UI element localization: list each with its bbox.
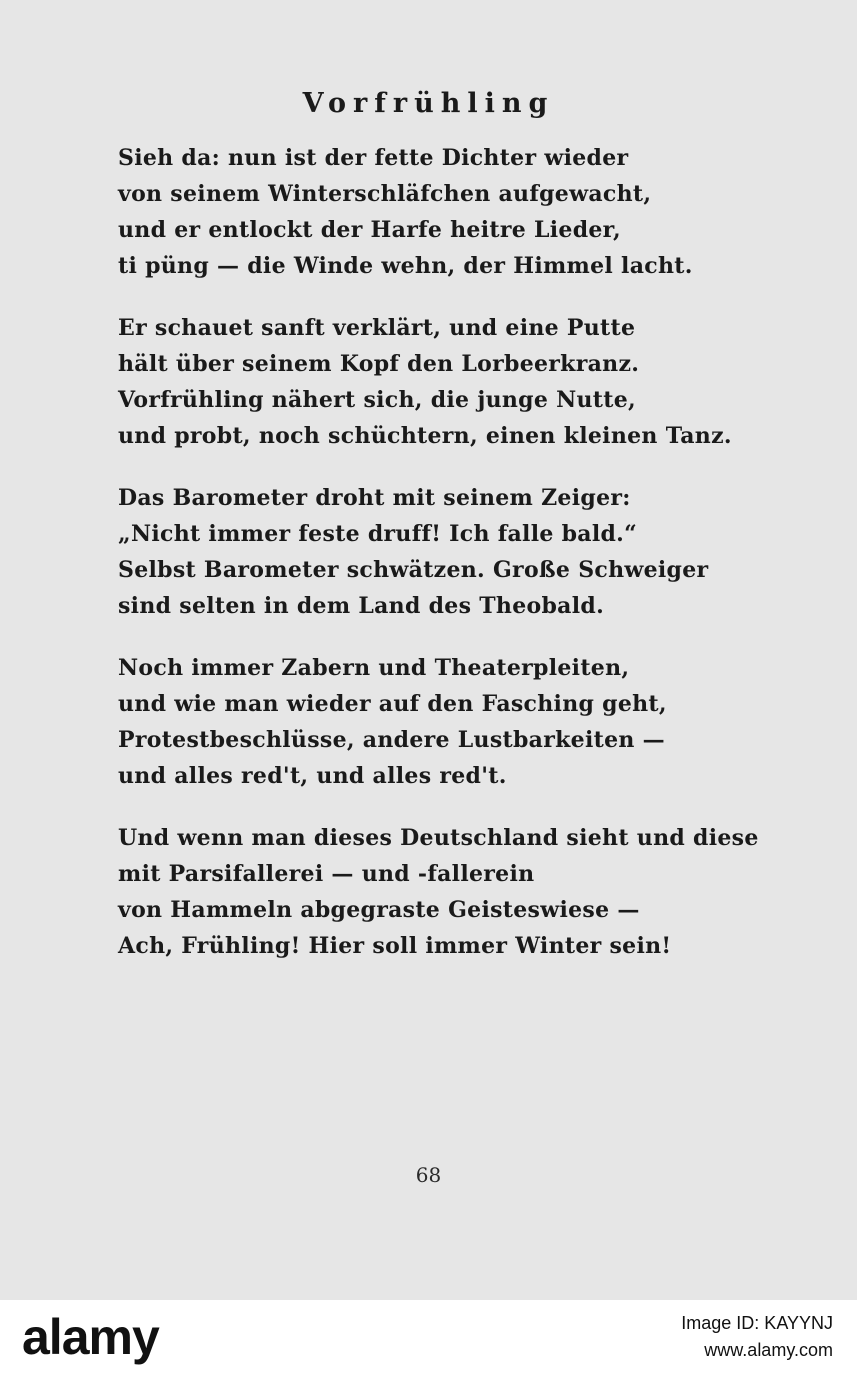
poem-line: und wie man wieder auf den Fasching geht, <box>118 691 667 717</box>
poem-line: Sieh da: nun ist der fette Dichter wieder <box>118 145 629 171</box>
poem-line: hält über seinem Kopf den Lorbeerkranz. <box>118 351 640 377</box>
poem-line: Und wenn man dieses Deutschland sieht und diese <box>118 825 759 851</box>
poem-line: Das Barometer droht mit seinem Zeiger: <box>118 485 631 511</box>
poem-body <box>118 140 798 990</box>
poem-line: von seinem Winterschläfchen aufgewacht, <box>118 181 652 207</box>
page-number: 68 <box>415 1163 442 1187</box>
stanza-3 <box>118 480 798 624</box>
stanza-5 <box>118 820 798 964</box>
image-id-label: Image ID: KAYYNJ <box>681 1313 833 1333</box>
poem-line: und alles red't, und alles red't. <box>118 763 507 789</box>
poem-line: Ach, Frühling! Hier soll immer Winter sein! <box>118 933 672 959</box>
watermark-footer <box>0 1300 857 1390</box>
poem-line: Vorfrühling nähert sich, die junge Nutte, <box>118 387 636 413</box>
poem-title: Vorfrühling <box>302 88 555 119</box>
poem-line: Noch immer Zabern und Theaterpleiten, <box>118 655 630 681</box>
stanza-1 <box>118 140 798 284</box>
footer-url: www.alamy.com <box>704 1340 833 1360</box>
brand-logo: alamy <box>22 1309 159 1365</box>
poem-line: „Nicht immer feste druff! Ich falle bald.“ <box>118 521 638 547</box>
poem-line: Er schauet sanft verklärt, und eine Putte <box>118 315 636 341</box>
poem-line: von Hammeln abgegraste Geisteswiese — <box>118 897 640 923</box>
poem-line: Protestbeschlüsse, andere Lustbarkeiten — <box>118 727 665 753</box>
poem-line: ti püng — die Winde wehn, der Himmel lacht. <box>118 253 693 279</box>
poem-line: mit Parsifallerei — und -fallerein <box>118 861 535 887</box>
poem-line: sind selten in dem Land des Theobald. <box>118 593 605 619</box>
stanza-4 <box>118 650 798 794</box>
stanza-2 <box>118 310 798 454</box>
poem-line: und probt, noch schüchtern, einen kleinen Tanz. <box>118 423 732 449</box>
poem-line: Selbst Barometer schwätzen. Große Schweiger <box>118 557 709 583</box>
poem-line: und er entlockt der Harfe heitre Lieder, <box>118 217 621 243</box>
